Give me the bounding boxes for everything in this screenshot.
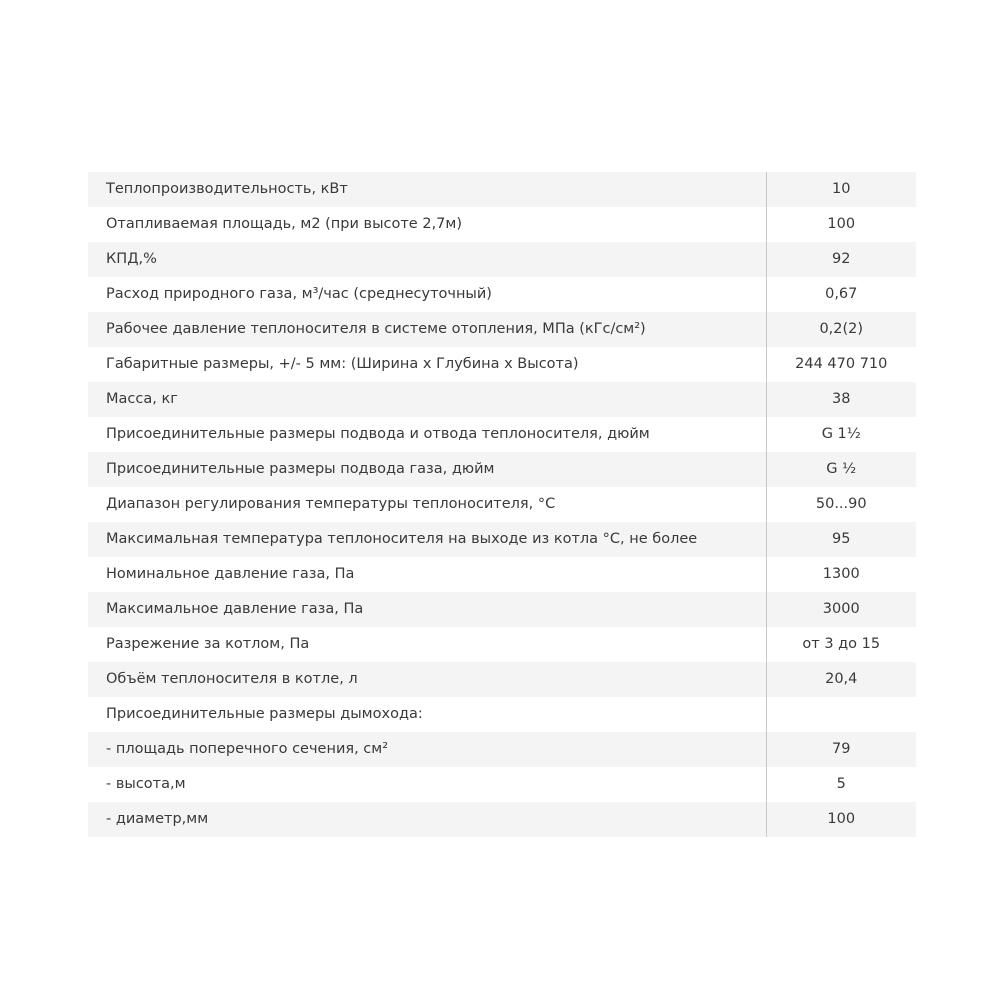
table-row bbox=[88, 522, 916, 557]
spec-value: 38 bbox=[766, 382, 916, 417]
spec-value: 100 bbox=[766, 802, 916, 837]
spec-name: Разрежение за котлом, Па bbox=[88, 627, 766, 662]
spec-value: G ½ bbox=[766, 452, 916, 487]
spec-value: 100 bbox=[766, 207, 916, 242]
spec-name: Габаритные размеры, +/- 5 мм: (Ширина х Глубина х Высота) bbox=[88, 347, 766, 382]
table-row bbox=[88, 382, 916, 417]
table-row bbox=[88, 592, 916, 627]
spec-name: Расход природного газа, м³/час (среднесуточный) bbox=[88, 277, 766, 312]
spec-value: 79 bbox=[766, 732, 916, 767]
spec-name: Рабочее давление теплоносителя в системе отопления, МПа (кГс/см²) bbox=[88, 312, 766, 347]
spec-name: Отапливаемая площадь, м2 (при высоте 2,7м) bbox=[88, 207, 766, 242]
spec-name: Теплопроизводительность, кВт bbox=[88, 172, 766, 207]
spec-name: Присоединительные размеры дымохода: bbox=[88, 697, 766, 732]
table-row bbox=[88, 347, 916, 382]
spec-name: Номинальное давление газа, Па bbox=[88, 557, 766, 592]
spec-value: 92 bbox=[766, 242, 916, 277]
spec-value: 20,4 bbox=[766, 662, 916, 697]
specifications-body bbox=[88, 172, 916, 837]
table-row bbox=[88, 417, 916, 452]
spec-value: G 1½ bbox=[766, 417, 916, 452]
spec-value: от 3 до 15 bbox=[766, 627, 916, 662]
table-row bbox=[88, 487, 916, 522]
spec-name: Присоединительные размеры подвода и отвода теплоносителя, дюйм bbox=[88, 417, 766, 452]
table-row bbox=[88, 312, 916, 347]
spec-value: 95 bbox=[766, 522, 916, 557]
table-row bbox=[88, 277, 916, 312]
spec-name: - высота,м bbox=[88, 767, 766, 802]
spec-value: 0,2(2) bbox=[766, 312, 916, 347]
spec-value: 0,67 bbox=[766, 277, 916, 312]
table-row bbox=[88, 767, 916, 802]
table-row bbox=[88, 732, 916, 767]
spec-value bbox=[766, 697, 916, 732]
table-row bbox=[88, 207, 916, 242]
spec-value: 1300 bbox=[766, 557, 916, 592]
spec-name: Диапазон регулирования температуры теплоносителя, °С bbox=[88, 487, 766, 522]
table-row bbox=[88, 662, 916, 697]
table-row bbox=[88, 627, 916, 662]
spec-value: 3000 bbox=[766, 592, 916, 627]
table-row bbox=[88, 802, 916, 837]
table-row bbox=[88, 172, 916, 207]
spec-value: 10 bbox=[766, 172, 916, 207]
spec-name: Объём теплоносителя в котле, л bbox=[88, 662, 766, 697]
table-row bbox=[88, 697, 916, 732]
spec-value: 5 bbox=[766, 767, 916, 802]
table-row bbox=[88, 557, 916, 592]
spec-name: Максимальная температура теплоносителя на выходе из котла °С, не более bbox=[88, 522, 766, 557]
spec-name: КПД,% bbox=[88, 242, 766, 277]
spec-name: Присоединительные размеры подвода газа, дюйм bbox=[88, 452, 766, 487]
table-row bbox=[88, 242, 916, 277]
spec-name: Максимальное давление газа, Па bbox=[88, 592, 766, 627]
spec-value: 50...90 bbox=[766, 487, 916, 522]
spec-name: - площадь поперечного сечения, см² bbox=[88, 732, 766, 767]
table-row bbox=[88, 452, 916, 487]
spec-name: - диаметр,мм bbox=[88, 802, 766, 837]
spec-name: Масса, кг bbox=[88, 382, 766, 417]
spec-value: 244 470 710 bbox=[766, 347, 916, 382]
specifications-table bbox=[88, 172, 916, 837]
